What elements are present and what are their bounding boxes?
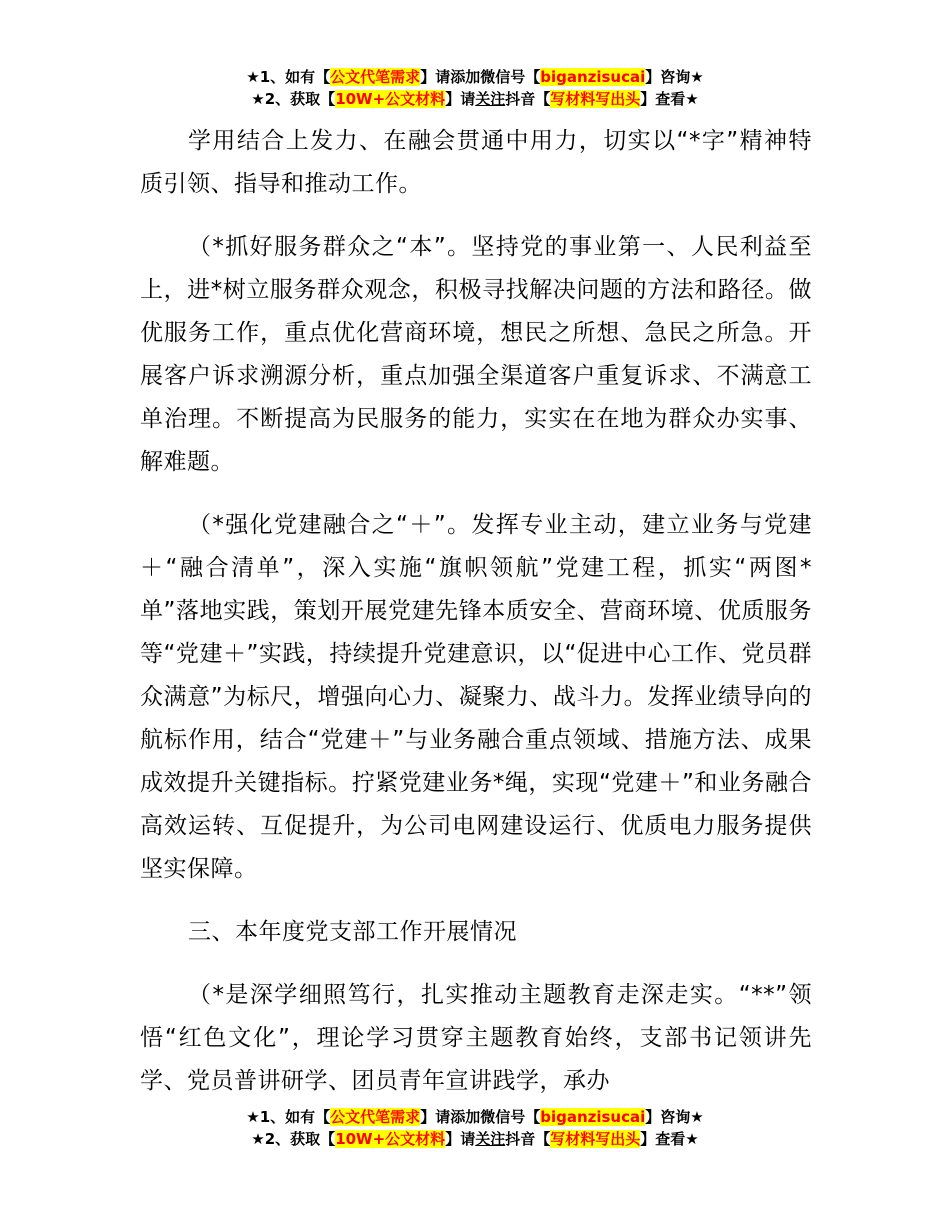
paragraph: 学用结合上发力、在融会贯通中用力，切实以“*字”精神特质引领、指导和推动工作。 (140, 128, 812, 197)
section-heading: 三、本年度党支部工作开展情况 (188, 919, 517, 945)
header-banner (0, 66, 950, 110)
highlight-wechat-id: biganzisucai (540, 68, 646, 86)
document-body (140, 120, 812, 1123)
highlight-douyin: 写材料写出头 (550, 1130, 641, 1148)
highlight-service: 公文代笔需求 (330, 68, 421, 86)
highlight-wechat-id: biganzisucai (540, 1108, 646, 1126)
highlight-douyin: 写材料写出头 (550, 90, 641, 108)
banner-line-1: ★1、如有【公文代笔需求】请添加微信号【biganzisucai】咨询★ (246, 68, 704, 86)
banner-line-2: ★2、获取【10W+公文材料】请关注抖音【写材料写出头】查看★ (251, 1130, 699, 1148)
highlight-materials: 10W+公文材料 (335, 90, 446, 108)
banner-line-1: ★1、如有【公文代笔需求】请添加微信号【biganzisucai】咨询★ (246, 1108, 704, 1126)
footer-banner (0, 1106, 950, 1150)
highlight-service: 公文代笔需求 (330, 1108, 421, 1126)
paragraph: （*抓好服务群众之“本”。坚持党的事业第一、人民利益至上，进*树立服务群众观念，积极寻找解决问题的方法和路径。做优服务工作，重点优化营商环境，想民之所想、急民之所急。开展客户诉求溯源分析，重点加强全渠道客户重复诉求、不满意工单治理。不断提高为民服务的能力，实实在在地为群众办实事、解难题。 (140, 234, 812, 475)
highlight-materials: 10W+公文材料 (335, 1130, 446, 1148)
banner-line-2: ★2、获取【10W+公文材料】请关注抖音【写材料写出头】查看★ (251, 90, 699, 108)
paragraph: （*强化党建融合之“＋”。发挥专业主动，建立业务与党建＋“融合清单”，深入实施“旗帜领航”党建工程，抓实“两图*单”落地实践，策划开展党建先锋本质安全、营商环境、优质服务等“党建＋”实践，持续提升党建意识，以“促进中心工作、党员群众满意”为标尺，增强向心力、凝聚力、战斗力。发挥业绩导向的航标作用，结合“党建＋”与业务融合重点领域、措施方法、成果成效提升关键指标。拧紧党建业务*绳，实现“党建＋”和业务融合高效运转、互促提升，为公司电网建设运行、优质电力服务提供坚实保障。 (140, 512, 812, 882)
paragraph: （*是深学细照笃行，扎实推动主题教育走深走实。“**”领悟“红色文化”，理论学习贯穿主题教育始终，支部书记领讲先学、党员普讲研学、团员青年宣讲践学，承办 (140, 982, 812, 1094)
